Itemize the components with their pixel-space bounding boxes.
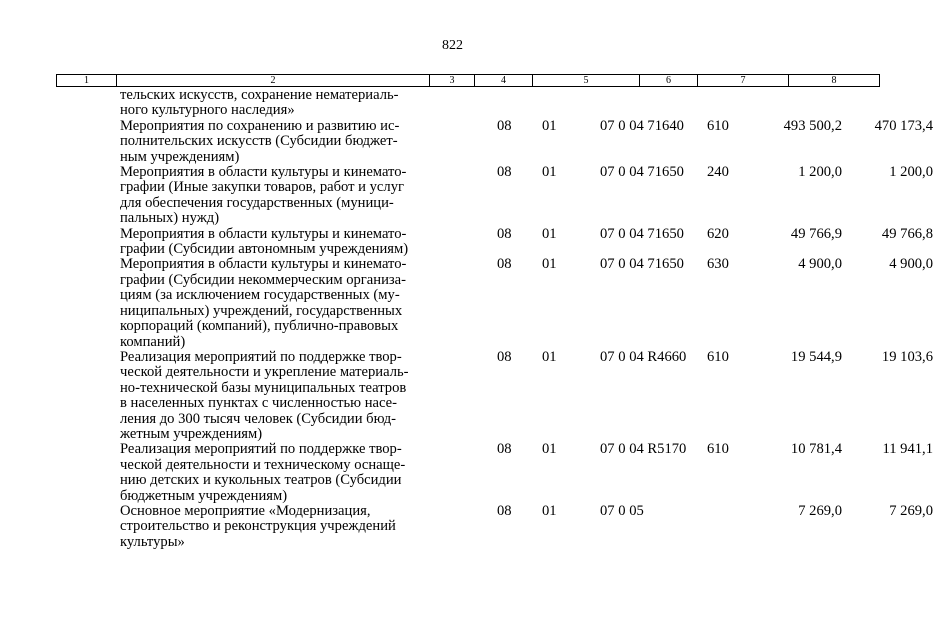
row-name-line: бюджетным учреждениям) [120, 487, 288, 504]
row-name [56, 227, 489, 258]
table-row [56, 442, 939, 504]
section-code: 08 [497, 164, 512, 181]
row-name-line: Реализация мероприятий по поддержке твор- [120, 441, 402, 458]
row-name-line: но-технической базы муниципальных театров [120, 379, 407, 396]
amount-year-1: 19 544,9 [790, 348, 842, 365]
amount-year-1: 7 269,0 [798, 502, 842, 519]
column-header-table [56, 74, 880, 87]
amount-year-2: 19 103,6 [881, 348, 933, 365]
row-name-line: ного культурного наследия» [120, 102, 295, 119]
row-name-line: жетным учреждениям) [120, 425, 263, 442]
expense-type-code [699, 504, 757, 550]
section-code: 08 [497, 225, 512, 242]
expense-type-code: 610 [707, 441, 729, 458]
amount-year-2 [848, 88, 939, 119]
subsection-code: 01 [542, 441, 557, 458]
table-row [56, 165, 939, 227]
target-article-code: 07 0 05 [600, 502, 644, 519]
table-row [56, 119, 939, 165]
row-name-line: Мероприятия по сохранению и развитию ис- [120, 117, 400, 134]
page-number: 822 [442, 38, 463, 53]
row-name [56, 350, 489, 442]
section-code: 08 [497, 117, 512, 134]
row-name-line: графии (Субсидии некоммерческим организа- [120, 271, 406, 288]
target-article-code: 07 0 04 R4660 [600, 348, 687, 365]
row-name [56, 257, 489, 349]
row-name-line: нию детских и кукольных театров (Субсидии [120, 472, 402, 489]
row-name [56, 88, 489, 119]
amount-year-2: 1 200,0 [889, 164, 933, 181]
subsection-code: 01 [542, 256, 557, 273]
column-number: 3 [430, 75, 475, 87]
amount-year-1: 4 900,0 [798, 256, 842, 273]
section-code: 08 [497, 441, 512, 458]
column-number: 5 [533, 75, 640, 87]
subsection-code: 01 [542, 225, 557, 242]
row-name-line: ниципальных) учреждений, государственных [120, 302, 403, 319]
amount-year-2: 11 941,1 [882, 441, 933, 458]
row-name [56, 442, 489, 504]
row-name-line: полнительских искусств (Субсидии бюджет- [120, 133, 398, 150]
table-row [56, 504, 939, 550]
amount-year-1: 493 500,2 [783, 117, 842, 134]
table-row [56, 88, 939, 119]
amount-year-2: 7 269,0 [889, 502, 933, 519]
amount-year-1: 10 781,4 [790, 441, 842, 458]
row-name-line: Мероприятия в области культуры и кинемато- [120, 164, 407, 181]
amount-year-2: 49 766,8 [881, 225, 933, 242]
target-article-code: 07 0 04 71650 [600, 256, 684, 273]
expense-type-code: 620 [707, 225, 729, 242]
row-name-line: ления до 300 тысяч человек (Субсидии бюд- [120, 410, 397, 427]
section-code: 08 [497, 348, 512, 365]
target-article-code: 07 0 04 R5170 [600, 441, 687, 458]
subsection-code: 01 [542, 348, 557, 365]
row-name-line: Реализация мероприятий по поддержке твор- [120, 348, 402, 365]
row-name [56, 119, 489, 165]
target-article-code: 07 0 04 71640 [600, 117, 684, 134]
amount-year-1: 49 766,9 [790, 225, 842, 242]
row-name [56, 504, 489, 550]
column-number: 8 [789, 75, 880, 87]
row-name-line: графии (Субсидии автономным учреждениям) [120, 241, 409, 258]
row-name-line: компаний) [120, 333, 186, 350]
row-name-line: пальных) нужд) [120, 210, 220, 227]
row-name-line: Мероприятия в области культуры и кинемато- [120, 225, 407, 242]
row-name-line: ческой деятельности и укрепление материаль- [120, 364, 409, 381]
row-name-line: ным учреждениям) [120, 148, 240, 165]
amount-year-1 [757, 88, 848, 119]
target-article-code: 07 0 04 71650 [600, 225, 684, 242]
column-number: 2 [117, 75, 430, 87]
amount-year-2: 4 900,0 [889, 256, 933, 273]
expense-type-code: 630 [707, 256, 729, 273]
table-row [56, 350, 939, 442]
table-row [56, 257, 939, 349]
row-name-line: культуры» [120, 533, 185, 550]
section-code [489, 88, 534, 119]
column-number: 6 [640, 75, 698, 87]
row-name-line: графии (Иные закупки товаров, работ и услуг [120, 179, 404, 196]
section-code: 08 [497, 256, 512, 273]
budget-table [56, 88, 939, 550]
subsection-code [534, 88, 592, 119]
row-name-line: строительство и реконструкция учреждений [120, 518, 396, 535]
amount-year-1: 1 200,0 [798, 164, 842, 181]
expense-type-code: 240 [707, 164, 729, 181]
row-name-line: Основное мероприятие «Модернизация, [120, 502, 371, 519]
section-code: 08 [497, 502, 512, 519]
row-name-line: Мероприятия в области культуры и кинемато- [120, 256, 407, 273]
expense-type-code: 610 [707, 117, 729, 134]
subsection-code: 01 [542, 164, 557, 181]
subsection-code: 01 [542, 117, 557, 134]
column-number: 7 [698, 75, 789, 87]
column-number: 1 [57, 75, 117, 87]
row-name-line: ческой деятельности и техническому оснаще- [120, 456, 406, 473]
row-name-line: в населенных пунктах с численностью насе- [120, 395, 398, 412]
expense-type-code [699, 88, 757, 119]
target-article-code: 07 0 04 71650 [600, 164, 684, 181]
target-article-code [592, 88, 699, 119]
row-name-line: корпораций (компаний), публично-правовых [120, 318, 399, 335]
row-name [56, 165, 489, 227]
subsection-code: 01 [542, 502, 557, 519]
row-name-line: для обеспечения государственных (муници- [120, 194, 394, 211]
column-number: 4 [475, 75, 533, 87]
table-row [56, 227, 939, 258]
row-name-line: циям (за исключением государственных (му- [120, 287, 400, 304]
column-number-row [57, 75, 880, 87]
amount-year-2: 470 173,4 [874, 117, 933, 134]
row-name-line: тельских искусств, сохранение нематериаль- [120, 87, 399, 103]
expense-type-code: 610 [707, 348, 729, 365]
